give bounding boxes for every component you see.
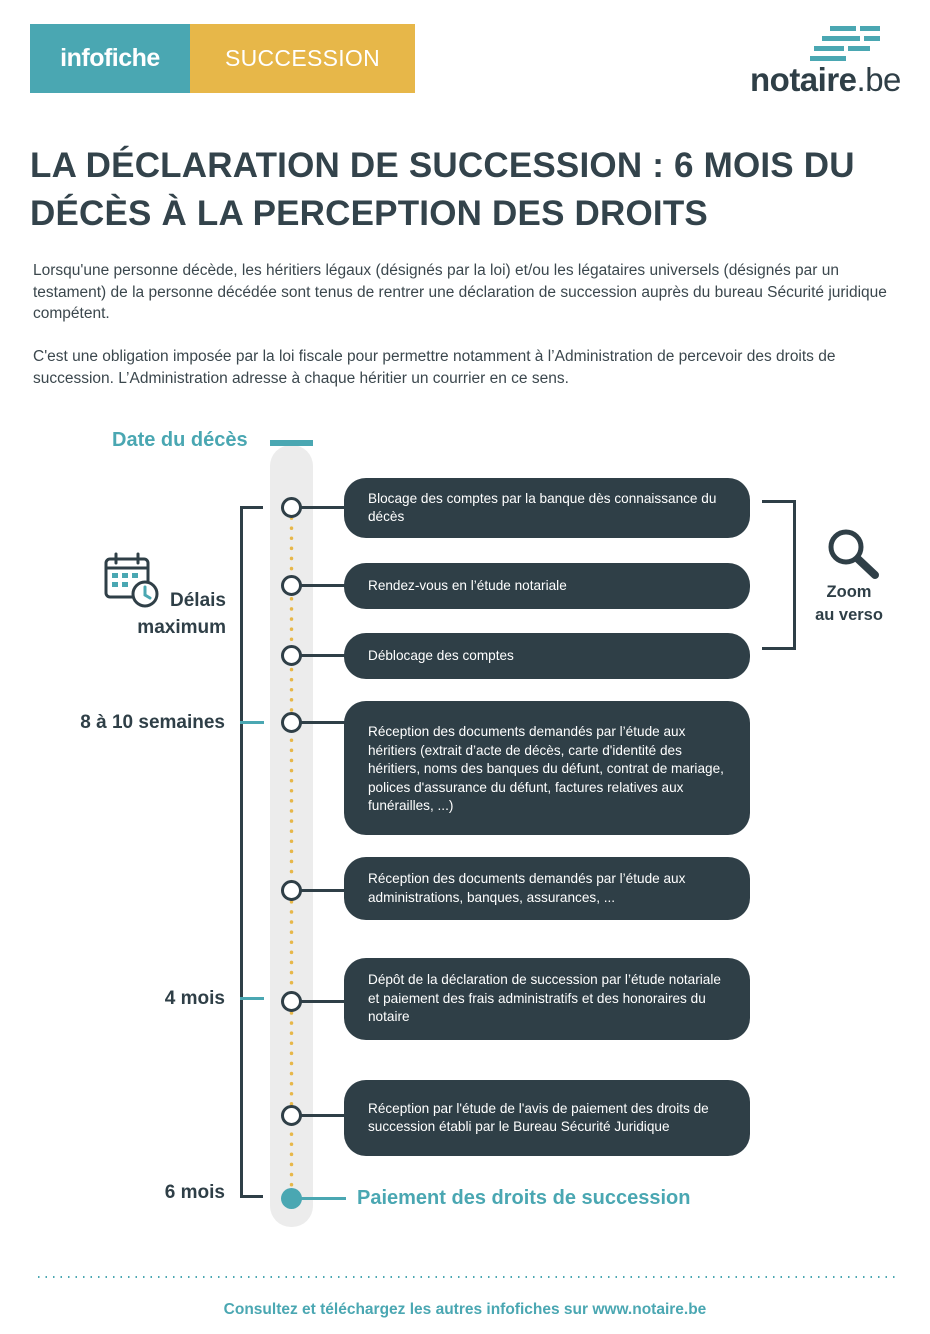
stairs-logo-icon [810,26,910,62]
intro-paragraph-2: C'est une obligation imposée par la loi fiscale pour permettre notamment à l’Administration de percevoir des droits de succession. L’Administration adresse à chaque héritier un courrier en ce sens. [33,348,836,387]
milestone-4-months: 4 mois [164,988,225,1009]
step-marker-7 [281,1105,302,1126]
category-tag: SUCCESSION [190,24,415,93]
step-box-avis-paiement: Réception par l'étude de l'avis de paiement des droits de succession établi par le Bureau Sécurité Juridique [344,1080,750,1156]
step-marker-5 [281,880,302,901]
delay-bracket [240,506,263,1198]
step-box-depot-declaration: Dépôt de la déclaration de succession par l’étude notariale et paiement des frais administratifs et des honoraires du notaire [344,958,750,1040]
magnifier-icon [825,527,881,583]
step-connector-3 [300,654,346,657]
delay-label-line1: Délais [170,590,226,611]
step-connector-5 [300,889,346,892]
timeline-dotted-line [289,518,294,1188]
step-box-rendez-vous: Rendez-vous en l’étude notariale [344,563,750,609]
timeline-start-marker [270,440,313,446]
step-marker-3 [281,645,302,666]
step-box-documents-heritiers: Réception des documents demandés par l’étude aux héritiers (extrait d’acte de décès, carte d'identité des héritiers, noms des banques du défunt, contrat de mariage, polices d'assurance du défunt, factures relatives aux funérailles, ...) [344,701,750,835]
step-marker-6 [281,991,302,1012]
step-marker-1 [281,497,302,518]
delay-label-line2: maximum [137,617,226,638]
step-connector-2 [300,584,346,587]
start-date-label: Date du décès [112,429,248,451]
logo-wordmark [750,62,901,98]
notaire-logo[interactable] [750,26,912,98]
zoom-label-line1: Zoom [826,583,872,601]
step-marker-2 [281,575,302,596]
step-box-deblocage: Déblocage des comptes [344,633,750,679]
step-connector-7 [300,1114,346,1117]
final-connector [300,1197,346,1200]
zoom-label-line2: au verso [815,605,883,624]
footer-link[interactable]: Consultez et téléchargez les autres infofiches sur www.notaire.be [223,1301,707,1318]
delay-label [100,587,226,641]
intro-paragraph-1: Lorsqu'une personne décède, les héritiers légaux (désignés par la loi) et/ou les légataires universels (désignés par un testament) de la personne décédée sont tenus de rentrer une déclaration de succession auprès du bureau Sécurité juridique compétent. [33,262,887,322]
logo-suffix: .be [856,61,901,98]
step-connector-4 [300,721,346,724]
tick-8-10-weeks [240,721,264,724]
step-marker-4 [281,712,302,733]
infofiche-tag: infofiche [30,24,190,93]
logo-bold: notaire [750,61,857,98]
milestone-8-10-weeks: 8 à 10 semaines [80,712,225,733]
milestone-6-months: 6 mois [164,1182,225,1203]
step-connector-1 [300,506,346,509]
final-label: Paiement des droits de succession [357,1187,691,1209]
footer-dotted-rule [38,1276,898,1278]
step-box-blocage: Blocage des comptes par la banque dès connaissance du décès [344,478,750,538]
tick-4-months [240,997,264,1000]
step-connector-6 [300,1000,346,1003]
page-title: LA DÉCLARATION DE SUCCESSION : 6 MOIS DU DÉCÈS À LA PERCEPTION DES DROITS [30,146,855,233]
final-marker [281,1188,302,1209]
step-box-documents-administrations: Réception des documents demandés par l’étude aux administrations, banques, assurances, ... [344,857,750,920]
zoom-label [806,581,892,626]
zoom-bracket [762,500,796,650]
